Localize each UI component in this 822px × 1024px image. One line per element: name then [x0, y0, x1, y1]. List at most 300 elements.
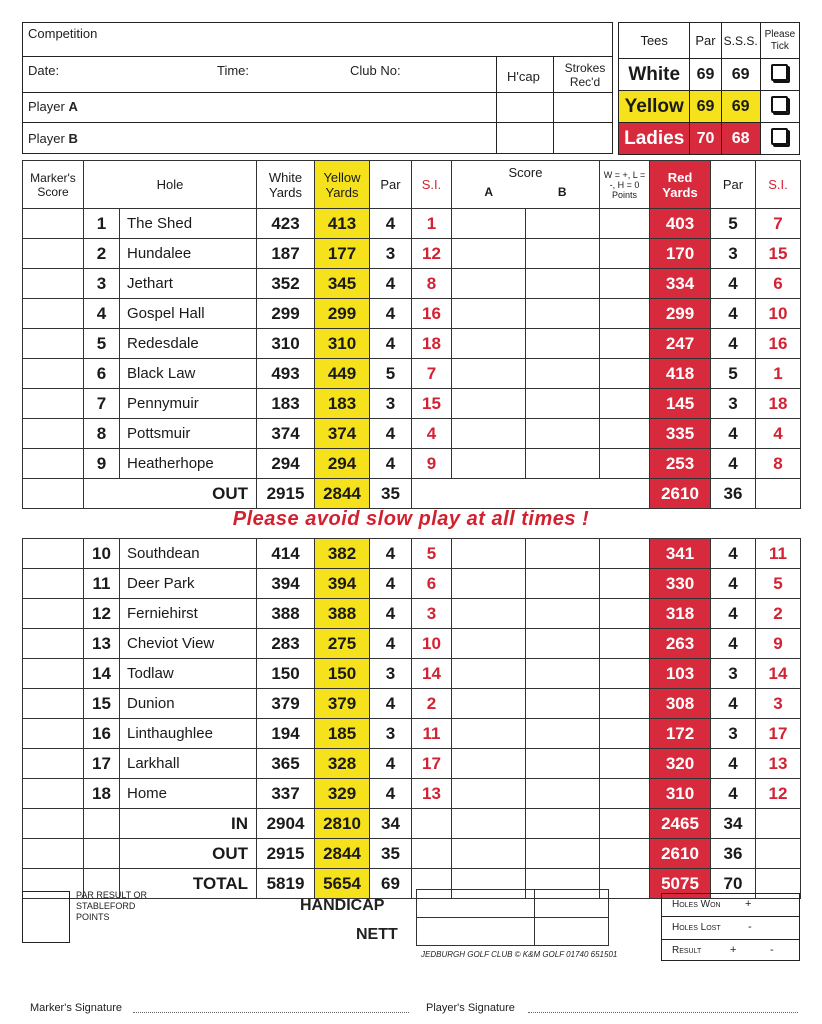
red-yards: 318 [650, 599, 711, 629]
tee-row-ladies [619, 123, 800, 155]
score-b-cell[interactable] [526, 449, 600, 479]
red-stroke-index: 3 [756, 689, 801, 719]
score-b-cell[interactable] [526, 839, 600, 869]
totals-red-par: 36 [711, 839, 756, 869]
score-a-cell[interactable] [452, 269, 526, 299]
out-si-cell [412, 479, 452, 509]
score-b-cell[interactable] [526, 419, 600, 449]
points-cell[interactable] [600, 719, 650, 749]
match-result-box [661, 893, 800, 961]
stroke-index: 10 [412, 629, 452, 659]
par-value: 4 [370, 749, 412, 779]
score-a-cell[interactable] [452, 239, 526, 269]
score-a-cell[interactable] [452, 839, 526, 869]
date-label: Date: [28, 63, 60, 78]
hcap-label: H'cap [507, 69, 540, 84]
hole-row [23, 539, 801, 569]
hole-row [23, 659, 801, 689]
yellow-yards-header: Yellow Yards [315, 161, 370, 209]
par-result-label: PAR RESULT OR STABLEFORD POINTS [76, 890, 148, 922]
red-stroke-index: 8 [756, 449, 801, 479]
red-yards-header: Red Yards [650, 161, 711, 209]
hole-row [23, 389, 801, 419]
hole-name: Heatherhope [120, 449, 257, 479]
red-par: 3 [711, 239, 756, 269]
hole-number: 1 [84, 209, 120, 239]
hole-row [23, 689, 801, 719]
score-b-cell[interactable] [526, 689, 600, 719]
markers-signature-line[interactable] [133, 1012, 409, 1013]
yellow-yards: 388 [315, 599, 370, 629]
markers-score-cell[interactable] [23, 659, 84, 689]
score-b-cell[interactable] [526, 719, 600, 749]
markers-score-cell[interactable] [23, 329, 84, 359]
red-par: 4 [711, 269, 756, 299]
player-prefix: Player [28, 131, 65, 146]
yellow-yards: 345 [315, 269, 370, 299]
tee-tick-cell [760, 91, 799, 123]
tee-sss: 68 [721, 123, 760, 155]
red-par: 3 [711, 719, 756, 749]
score-b-cell[interactable] [526, 659, 600, 689]
red-stroke-index: 11 [756, 539, 801, 569]
red-stroke-index: 2 [756, 599, 801, 629]
score-a-cell[interactable] [452, 689, 526, 719]
player-a-label [28, 99, 78, 114]
totals-red-si [756, 809, 801, 839]
out-label: OUT [84, 479, 257, 509]
white-yards: 337 [257, 779, 315, 809]
score-b-cell[interactable] [526, 329, 600, 359]
totals-blank [84, 809, 120, 839]
red-yards: 263 [650, 629, 711, 659]
score-a-cell[interactable] [452, 389, 526, 419]
white-yards: 388 [257, 599, 315, 629]
tee-row-yellow [619, 91, 800, 123]
players-signature-line[interactable] [528, 1012, 798, 1013]
red-stroke-index: 18 [756, 389, 801, 419]
hole-number: 8 [84, 419, 120, 449]
points-cell[interactable] [600, 599, 650, 629]
points-cell[interactable] [600, 449, 650, 479]
score-b-cell[interactable] [526, 809, 600, 839]
par-value: 5 [370, 359, 412, 389]
red-par: 4 [711, 299, 756, 329]
white-yards: 394 [257, 569, 315, 599]
out-yellow: 2844 [315, 479, 370, 509]
hole-number: 17 [84, 749, 120, 779]
red-par-header: Par [711, 161, 756, 209]
totals-white: 5819 [257, 869, 315, 899]
red-yards: 320 [650, 749, 711, 779]
red-yards: 335 [650, 419, 711, 449]
points-header: W = +, L = -, H = 0 Points [600, 161, 650, 209]
score-b-cell[interactable] [526, 629, 600, 659]
hole-number: 10 [84, 539, 120, 569]
totals-red-si [756, 839, 801, 869]
red-par: 4 [711, 599, 756, 629]
white-yards-header: White Yards [257, 161, 315, 209]
strokes-recd-label: Strokes Rec'd [564, 61, 606, 89]
totals-yellow: 5654 [315, 869, 370, 899]
stroke-index: 15 [412, 389, 452, 419]
score-a-cell[interactable] [452, 329, 526, 359]
red-par: 5 [711, 359, 756, 389]
points-cell[interactable] [600, 209, 650, 239]
hole-number: 6 [84, 359, 120, 389]
red-stroke-index: 14 [756, 659, 801, 689]
totals-red-par: 34 [711, 809, 756, 839]
hole-name: Redesdale [120, 329, 257, 359]
stableford-points-box[interactable] [22, 891, 70, 943]
yellow-yards: 328 [315, 749, 370, 779]
yellow-yards: 183 [315, 389, 370, 419]
tee-row-white [619, 59, 800, 91]
tee-name: Ladies [619, 123, 690, 155]
holes-won-sign: + [745, 898, 752, 910]
score-a-cell[interactable] [452, 209, 526, 239]
hole-name: Pennymuir [120, 389, 257, 419]
handicap-cell-a[interactable] [416, 889, 535, 918]
red-par: 4 [711, 749, 756, 779]
tick-checkbox[interactable] [771, 64, 788, 81]
score-a-cell[interactable] [452, 599, 526, 629]
yellow-yards: 329 [315, 779, 370, 809]
stroke-index: 16 [412, 299, 452, 329]
totals-par: 69 [370, 869, 412, 899]
par-value: 3 [370, 389, 412, 419]
par-header: Par [370, 161, 412, 209]
points-cell[interactable] [600, 539, 650, 569]
totals-red: 5075 [650, 869, 711, 899]
par-value: 4 [370, 209, 412, 239]
stroke-index: 6 [412, 569, 452, 599]
yellow-yards: 177 [315, 239, 370, 269]
yellow-yards: 275 [315, 629, 370, 659]
markers-score-cell[interactable] [23, 449, 84, 479]
hole-number: 7 [84, 389, 120, 419]
score-a-cell[interactable] [452, 809, 526, 839]
tee-tick-cell [760, 59, 799, 91]
handicap-cell-b[interactable] [534, 889, 609, 918]
red-par: 4 [711, 449, 756, 479]
hole-name: Black Law [120, 359, 257, 389]
nett-cell-b[interactable] [534, 917, 609, 946]
yellow-yards: 150 [315, 659, 370, 689]
markers-score-cell[interactable] [23, 749, 84, 779]
red-par: 4 [711, 329, 756, 359]
score-a-header: A [484, 184, 494, 199]
tee-tick-cell [760, 123, 799, 155]
red-yards: 334 [650, 269, 711, 299]
hole-number: 4 [84, 299, 120, 329]
hole-name: Ferniehirst [120, 599, 257, 629]
stroke-index: 11 [412, 719, 452, 749]
tee-par: 69 [690, 91, 721, 123]
player-b-letter: B [68, 131, 78, 146]
score-a-cell[interactable] [452, 569, 526, 599]
score-a-cell[interactable] [452, 539, 526, 569]
white-yards: 299 [257, 299, 315, 329]
white-yards: 194 [257, 719, 315, 749]
score-a-cell[interactable] [452, 659, 526, 689]
markers-score-cell[interactable] [23, 599, 84, 629]
red-yards: 330 [650, 569, 711, 599]
red-stroke-index: 9 [756, 629, 801, 659]
score-b-header: B [557, 184, 567, 199]
white-yards: 493 [257, 359, 315, 389]
hole-row [23, 359, 801, 389]
tee-name: White [619, 59, 690, 91]
tees-table [618, 22, 800, 155]
red-stroke-index: 15 [756, 239, 801, 269]
player-b-label [28, 131, 78, 146]
points-cell[interactable] [600, 359, 650, 389]
points-cell[interactable] [600, 569, 650, 599]
par-value: 4 [370, 539, 412, 569]
red-par: 4 [711, 419, 756, 449]
hole-row [23, 299, 801, 329]
red-yards: 247 [650, 329, 711, 359]
hole-row [23, 779, 801, 809]
totals-yellow: 2810 [315, 809, 370, 839]
totals-white: 2904 [257, 809, 315, 839]
stroke-index: 5 [412, 539, 452, 569]
totals-red: 2610 [650, 839, 711, 869]
par-value: 4 [370, 689, 412, 719]
hole-number: 12 [84, 599, 120, 629]
si-header: S.I. [412, 161, 452, 209]
yellow-yards: 413 [315, 209, 370, 239]
score-b-cell[interactable] [526, 539, 600, 569]
stroke-index: 8 [412, 269, 452, 299]
tees-tick-header: Please Tick [760, 23, 799, 59]
handicap-label: HANDICAP [300, 897, 385, 914]
tee-par: 69 [690, 59, 721, 91]
markers-score-cell[interactable] [23, 629, 84, 659]
white-yards: 365 [257, 749, 315, 779]
points-cell[interactable] [600, 269, 650, 299]
hole-name: Cheviot View [120, 629, 257, 659]
score-b-cell[interactable] [526, 269, 600, 299]
score-b-cell[interactable] [526, 599, 600, 629]
markers-score-cell[interactable] [23, 839, 84, 869]
tees-sss-header: S.S.S. [721, 23, 760, 59]
tick-checkbox[interactable] [771, 128, 788, 145]
yellow-yards: 449 [315, 359, 370, 389]
totals-row [23, 809, 801, 839]
tee-name: Yellow [619, 91, 690, 123]
hole-row [23, 239, 801, 269]
points-cell[interactable] [600, 419, 650, 449]
score-a-cell[interactable] [452, 629, 526, 659]
score-b-cell[interactable] [526, 569, 600, 599]
yellow-yards: 374 [315, 419, 370, 449]
markers-score-cell[interactable] [23, 299, 84, 329]
score-b-cell[interactable] [526, 749, 600, 779]
red-stroke-index: 6 [756, 269, 801, 299]
score-b-cell[interactable] [526, 779, 600, 809]
hole-name: Gospel Hall [120, 299, 257, 329]
hole-row [23, 449, 801, 479]
result-plus: + [730, 944, 737, 956]
score-a-cell[interactable] [452, 719, 526, 749]
points-cell[interactable] [600, 299, 650, 329]
markers-score-cell[interactable] [23, 419, 84, 449]
score-a-cell[interactable] [452, 449, 526, 479]
competition-label: Competition [28, 26, 98, 41]
points-cell[interactable] [600, 659, 650, 689]
out-blank [600, 479, 650, 509]
stroke-index: 2 [412, 689, 452, 719]
markers-score-cell[interactable] [23, 389, 84, 419]
stroke-index: 1 [412, 209, 452, 239]
hole-row [23, 749, 801, 779]
red-stroke-index: 16 [756, 329, 801, 359]
markers-score-cell[interactable] [23, 359, 84, 389]
score-b-cell[interactable] [526, 359, 600, 389]
nett-label: NETT [356, 926, 398, 943]
player-a-letter: A [68, 99, 78, 114]
hole-number: 16 [84, 719, 120, 749]
red-stroke-index: 10 [756, 299, 801, 329]
holes-won-label: Holes Won [672, 899, 721, 910]
red-stroke-index: 1 [756, 359, 801, 389]
white-yards: 283 [257, 629, 315, 659]
totals-par: 34 [370, 809, 412, 839]
hole-name: Linthaughlee [120, 719, 257, 749]
hole-row [23, 209, 801, 239]
score-a-cell[interactable] [452, 419, 526, 449]
red-yards: 418 [650, 359, 711, 389]
points-cell[interactable] [600, 239, 650, 269]
markers-score-cell[interactable] [23, 719, 84, 749]
totals-si-blank [412, 809, 452, 839]
points-cell[interactable] [600, 749, 650, 779]
tees-par-header: Par [690, 23, 721, 59]
markers-score-cell[interactable] [23, 689, 84, 719]
score-a-cell[interactable] [452, 779, 526, 809]
white-yards: 374 [257, 419, 315, 449]
score-b-cell[interactable] [526, 299, 600, 329]
players-signature-label: Player's Signature [426, 1002, 515, 1014]
points-cell[interactable] [600, 389, 650, 419]
result-minus: - [770, 944, 774, 956]
club-no-label: Club No: [350, 63, 401, 78]
red-par: 4 [711, 539, 756, 569]
score-header [452, 161, 600, 209]
hole-number: 18 [84, 779, 120, 809]
red-par: 5 [711, 209, 756, 239]
red-par: 4 [711, 779, 756, 809]
markers-score-cell[interactable] [23, 809, 84, 839]
points-cell[interactable] [600, 839, 650, 869]
points-cell[interactable] [600, 809, 650, 839]
score-b-cell[interactable] [526, 209, 600, 239]
points-cell[interactable] [600, 329, 650, 359]
hole-name: The Shed [120, 209, 257, 239]
red-yards: 145 [650, 389, 711, 419]
yellow-yards: 294 [315, 449, 370, 479]
markers-score-cell[interactable] [23, 479, 84, 509]
totals-white: 2915 [257, 839, 315, 869]
hole-row [23, 719, 801, 749]
holes-lost-sign: - [748, 921, 752, 933]
stroke-index: 12 [412, 239, 452, 269]
white-yards: 187 [257, 239, 315, 269]
totals-red-par: 70 [711, 869, 756, 899]
markers-score-cell[interactable] [23, 569, 84, 599]
points-cell[interactable] [600, 689, 650, 719]
tee-par: 70 [690, 123, 721, 155]
hole-row [23, 329, 801, 359]
result-label: Result [672, 945, 702, 956]
hole-number: 9 [84, 449, 120, 479]
hole-row [23, 269, 801, 299]
points-cell[interactable] [600, 629, 650, 659]
white-yards: 294 [257, 449, 315, 479]
hole-number: 14 [84, 659, 120, 689]
markers-score-cell[interactable] [23, 539, 84, 569]
par-value: 3 [370, 719, 412, 749]
hole-row [23, 629, 801, 659]
out-par: 35 [370, 479, 412, 509]
markers-score-cell[interactable] [23, 239, 84, 269]
score-a-cell[interactable] [452, 299, 526, 329]
nett-cell-a[interactable] [416, 917, 535, 946]
front-nine-table [22, 160, 801, 509]
hole-number: 3 [84, 269, 120, 299]
stroke-index: 7 [412, 359, 452, 389]
par-value: 3 [370, 659, 412, 689]
score-a-cell[interactable] [452, 359, 526, 389]
hole-name: Home [120, 779, 257, 809]
tick-checkbox[interactable] [771, 96, 788, 113]
markers-score-cell[interactable] [23, 269, 84, 299]
slow-play-notice: Please avoid slow play at all times ! [232, 508, 590, 530]
yellow-yards: 310 [315, 329, 370, 359]
stroke-index: 13 [412, 779, 452, 809]
red-yards: 299 [650, 299, 711, 329]
white-yards: 310 [257, 329, 315, 359]
red-stroke-index: 5 [756, 569, 801, 599]
par-value: 4 [370, 629, 412, 659]
red-par: 3 [711, 389, 756, 419]
hole-name: Larkhall [120, 749, 257, 779]
hole-row [23, 419, 801, 449]
white-yards: 183 [257, 389, 315, 419]
hole-name: Pottsmuir [120, 419, 257, 449]
markers-score-cell[interactable] [23, 209, 84, 239]
red-yards: 170 [650, 239, 711, 269]
competition-header-box [22, 22, 613, 154]
totals-label: TOTAL [120, 869, 257, 899]
score-b-cell[interactable] [526, 389, 600, 419]
totals-label: OUT [120, 839, 257, 869]
totals-blank [84, 839, 120, 869]
points-cell[interactable] [600, 779, 650, 809]
markers-score-cell[interactable] [23, 779, 84, 809]
holes-lost-label: Holes Lost [672, 922, 721, 933]
out-red: 2610 [650, 479, 711, 509]
hole-number: 11 [84, 569, 120, 599]
player-prefix: Player [28, 99, 65, 114]
out-red-si [756, 479, 801, 509]
red-yards: 172 [650, 719, 711, 749]
hole-name: Jethart [120, 269, 257, 299]
score-a-cell[interactable] [452, 749, 526, 779]
score-b-cell[interactable] [526, 239, 600, 269]
